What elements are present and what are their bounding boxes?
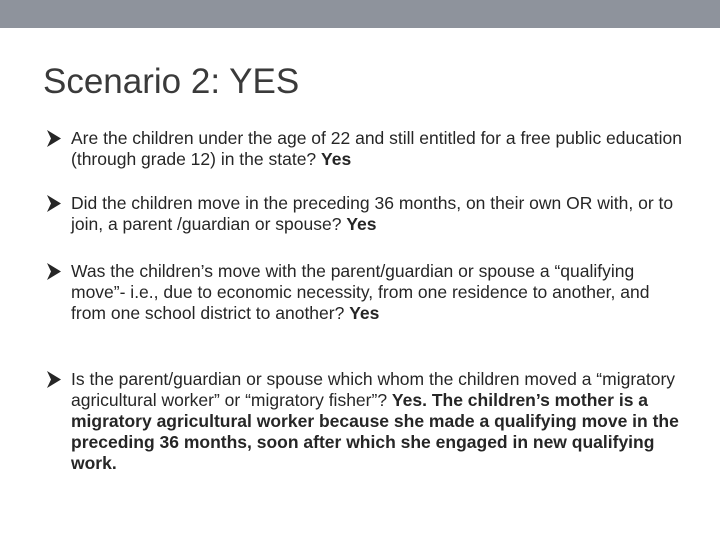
bullet-answer: Yes — [346, 214, 377, 234]
bullet-answer: Yes — [321, 149, 352, 169]
bullet-item — [47, 128, 687, 170]
bullet-item — [47, 193, 687, 235]
bullet-text-block — [71, 128, 687, 170]
bullet-question: Is the parent/guardian or spouse which whom the children moved a “migratory agricultural worker” or “migratory fisher”? — [71, 369, 676, 410]
bullet-question: Was the children’s move with the parent/guardian or spouse a “qualifying move”- i.e., due to economic necessity, from one residence to another, and from one school district to another? — [71, 261, 650, 323]
arrowhead-bullet-icon — [47, 130, 61, 147]
arrowhead-bullet-icon — [47, 263, 61, 280]
arrowhead-bullet-icon — [47, 371, 61, 388]
bullet-item — [47, 261, 687, 324]
bullet-question: Did the children move in the preceding 36 months, on their own OR with, or to join, a parent /guardian or spouse? — [71, 193, 674, 234]
bullet-text-block — [71, 193, 687, 235]
bullet-text-block — [71, 261, 687, 324]
arrowhead-bullet-icon — [47, 195, 61, 212]
bullet-question: Are the children under the age of 22 and still entitled for a free public education (through grade 12) in the state? — [71, 128, 682, 169]
slide-title: Scenario 2: YES — [43, 62, 300, 101]
bullet-item — [47, 369, 687, 474]
bullet-text-block — [71, 369, 687, 474]
top-accent-bar — [0, 0, 720, 28]
bullet-answer: Yes — [349, 303, 380, 323]
bullet-answer: Yes. The children’s mother is a migratory agricultural worker because she made a qualifying move in the preceding 36 months, soon after which she engaged in new qualifying work. — [71, 390, 679, 473]
